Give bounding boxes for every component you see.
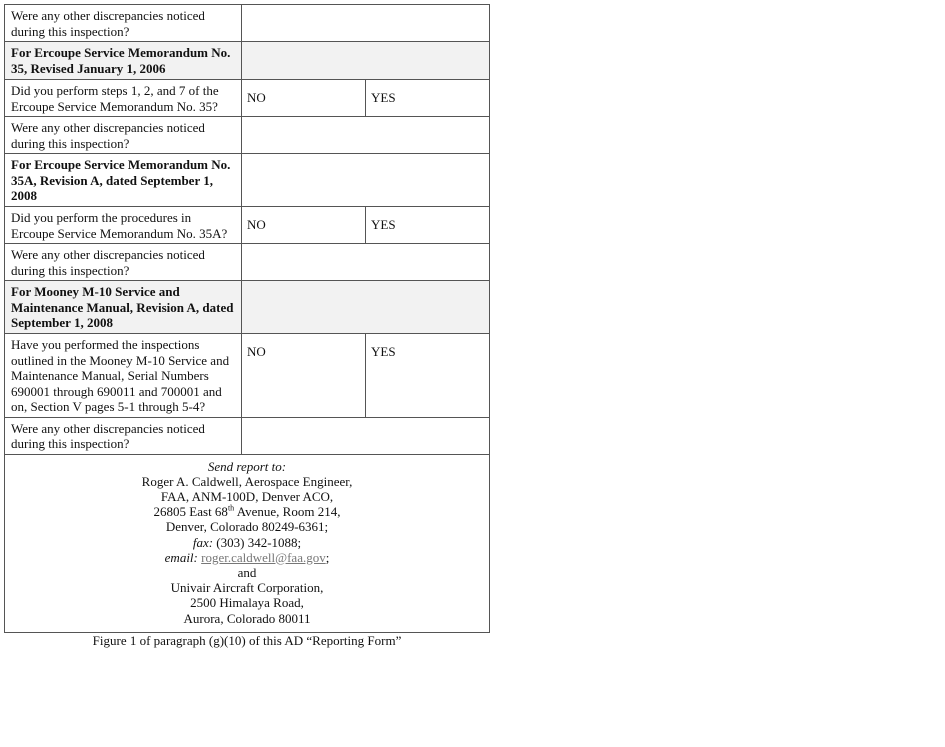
email-suffix: ;	[325, 549, 330, 565]
table-row	[5, 80, 490, 117]
table-row	[5, 417, 490, 454]
section-heading: For Ercoupe Service Memorandum No. 35, Revised January 1, 2006	[5, 42, 242, 80]
answer-field[interactable]	[242, 244, 490, 281]
section-heading-blank	[242, 154, 490, 207]
no-option[interactable]: NO	[242, 80, 366, 117]
table-row	[5, 207, 490, 244]
recipient-street	[11, 504, 483, 519]
send-report-block	[5, 454, 490, 632]
street-ordinal: th	[227, 503, 235, 513]
section-heading: For Mooney M-10 Service and Maintenance Manual, Revision A, dated September 1, 2008	[5, 281, 242, 334]
section-heading-row	[5, 42, 490, 80]
company-city: Aurora, Colorado 80011	[183, 610, 311, 626]
figure-caption: Figure 1 of paragraph (g)(10) of this AD “Reporting Form”	[92, 633, 402, 648]
fax-line	[11, 535, 483, 550]
recipient-city: Denver, Colorado 80249-6361;	[165, 519, 329, 535]
section-heading-row	[5, 154, 490, 207]
answer-field[interactable]	[242, 417, 490, 454]
email-line	[11, 550, 483, 565]
table-row	[5, 334, 490, 418]
fax-label: fax:	[192, 534, 214, 550]
question-cell: Were any other discrepancies noticed during this inspection?	[5, 5, 242, 42]
question-cell: Were any other discrepancies noticed during this inspection?	[5, 244, 242, 281]
table-row	[5, 117, 490, 154]
company-street: 2500 Himalaya Road,	[190, 595, 304, 611]
yes-option[interactable]: YES	[366, 334, 490, 418]
question-cell: Were any other discrepancies noticed during this inspection?	[5, 417, 242, 454]
question-cell: Were any other discrepancies noticed during this inspection?	[5, 117, 242, 154]
section-heading-blank	[242, 281, 490, 334]
send-report-row	[5, 454, 490, 632]
yes-option[interactable]: YES	[366, 207, 490, 244]
question-cell: Did you perform the procedures in Ercoupe Service Memorandum No. 35A?	[5, 207, 242, 244]
yes-option[interactable]: YES	[366, 80, 490, 117]
table-row	[5, 5, 490, 42]
street-rest: Avenue, Room 214,	[234, 504, 341, 520]
question-cell: Have you performed the inspections outlined in the Mooney M-10 Service and Maintenance Manual, Serial Numbers 690001 through 690011 and 700001 and on, Section V pages 5-1 through 5-4?	[5, 334, 242, 418]
no-option[interactable]: NO	[242, 207, 366, 244]
question-cell: Did you perform steps 1, 2, and 7 of the Ercoupe Service Memorandum No. 35?	[5, 80, 242, 117]
reporting-form-table	[4, 4, 490, 633]
company-name: Univair Aircraft Corporation,	[170, 580, 324, 596]
table-row	[5, 244, 490, 281]
section-heading-blank	[242, 42, 490, 80]
send-report-heading: Send report to:	[207, 458, 287, 474]
street-number: 26805 East 68	[153, 504, 228, 520]
fax-number: (303) 342-1088;	[213, 534, 302, 550]
recipient-office: FAA, ANM-100D, Denver ACO,	[160, 488, 334, 504]
answer-field[interactable]	[242, 5, 490, 42]
no-option[interactable]: NO	[242, 334, 366, 418]
answer-field[interactable]	[242, 117, 490, 154]
email-label: email:	[164, 549, 198, 565]
section-heading: For Ercoupe Service Memorandum No. 35A, Revision A, dated September 1, 2008	[5, 154, 242, 207]
and-text: and	[237, 564, 257, 580]
section-heading-row	[5, 281, 490, 334]
recipient-name: Roger A. Caldwell, Aerospace Engineer,	[141, 473, 353, 489]
email-link[interactable]: roger.caldwell@faa.gov	[201, 549, 326, 565]
